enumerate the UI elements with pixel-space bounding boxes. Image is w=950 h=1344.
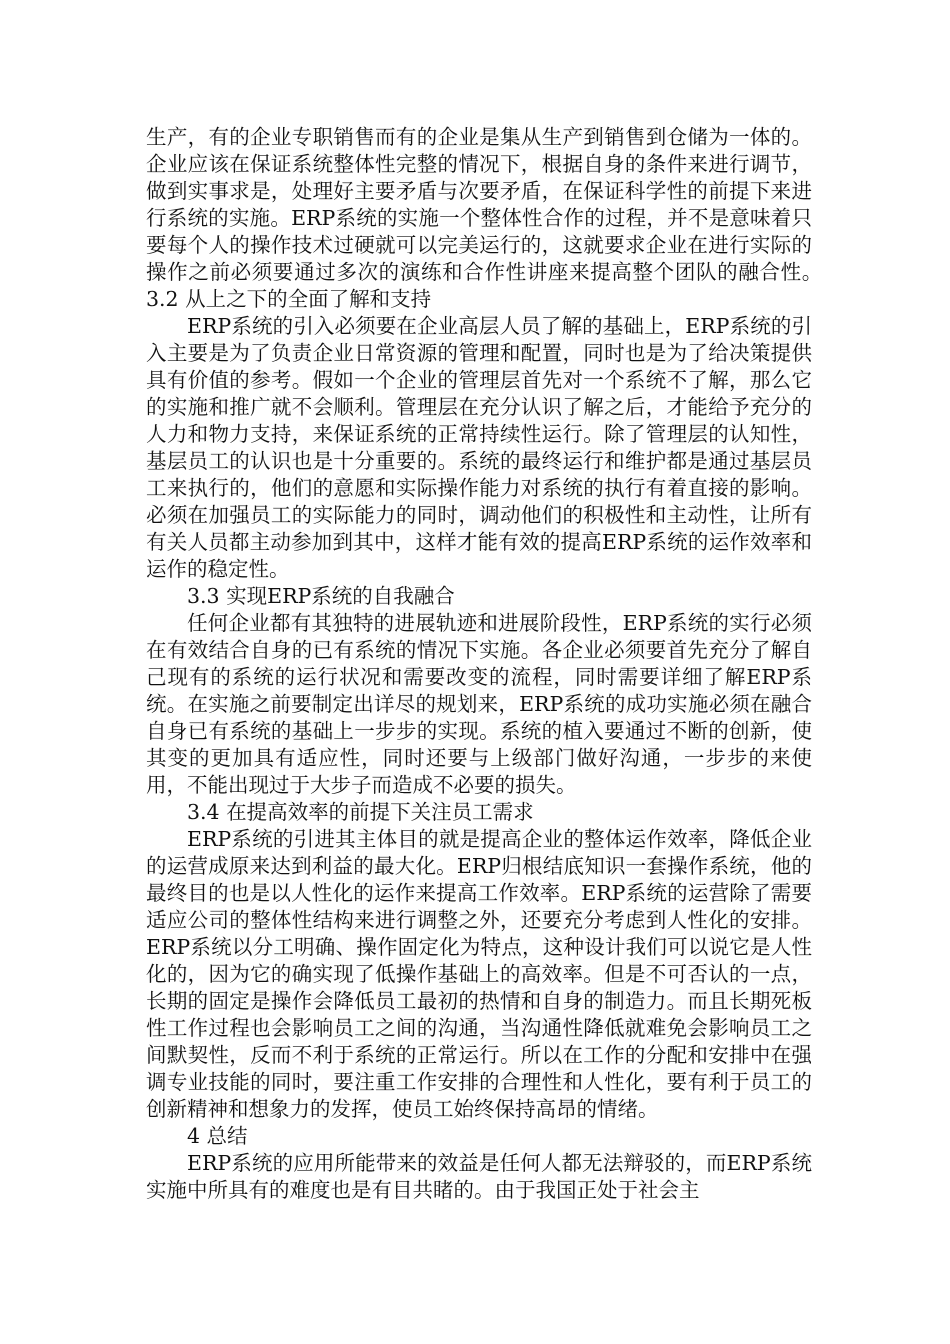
document-page: [146, 124, 894, 1204]
body-paragraph: 任何企业都有其独特的进展轨迹和进展阶段性，ERP系统的实行必须在有效结合自身的已有系统的情况下实施。各企业必须要首先充分了解自己现有的系统的运行状况和需要改变的流程，同时需要详细了解ERP系统。在实施之前要制定出详尽的规划来，ERP系统的成功实施必须在融合自身已有系统的基础上一步步的实现。系统的植入要通过不断的创新，使其变的更加具有适应性，同时还要与上级部门做好沟通，一步步的来使用，不能出现过于大步子而造成不必要的损失。: [146, 611, 812, 797]
section-heading: 3.3 实现ERP系统的自我融合: [187, 584, 455, 608]
body-paragraph: 生产，有的企业专职销售而有的企业是集从生产到销售到仓储为一体的。企业应该在保证系统整体性完整的情况下，根据自身的条件来进行调节，做到实事求是，处理好主要矛盾与次要矛盾，在保证科学性的前提下来进行系统的实施。ERP系统的实施一个整体性合作的过程，并不是意味着只要每个人的操作技术过硬就可以完美运行的，这就要求企业在进行实际的操作之前必须要通过多次的演练和合作性讲座来提高整个团队的融合性。 3.2 从上之下的全面了解和支持: [146, 125, 894, 311]
section-heading: 4 总结: [187, 1124, 248, 1148]
body-paragraph: ERP系统的应用所能带来的效益是任何人都无法辩驳的，而ERP系统实施中所具有的难度也是有目共睹的。由于我国正处于社会主: [146, 1151, 812, 1202]
body-paragraph: ERP系统的引进其主体目的就是提高企业的整体运作效率，降低企业的运营成原来达到利益的最大化。ERP归根结底知识一套操作系统，他的最终目的也是以人性化的运作来提高工作效率。ERP系统的运营除了需要适应公司的整体性结构来进行调整之外，还要充分考虑到人性化的安排。ERP系统以分工明确、操作固定化为特点，这种设计我们可以说它是人性化的，因为它的确实现了低操作基础上的高效率。但是不可否认的一点，长期的固定是操作会降低员工最初的热情和自身的制造力。而且长期死板性工作过程也会影响员工之间的沟通，当沟通性降低就难免会影响员工之间默契性，反而不利于系统的正常运行。所以在工作的分配和安排中在强调专业技能的同时，要注重工作安排的合理性和人性化，要有利于员工的创新精神和想象力的发挥，使员工始终保持高昂的情绪。: [146, 827, 812, 1121]
body-paragraph: ERP系统的引入必须要在企业高层人员了解的基础上，ERP系统的引入主要是为了负责企业日常资源的管理和配置，同时也是为了给决策提供具有价值的参考。假如一个企业的管理层首先对一个系统不了解，那么它的实施和推广就不会顺利。管理层在充分认识了解之后，才能给予充分的人力和物力支持，来保证系统的正常持续性运行。除了管理层的认知性，基层员工的认识也是十分重要的。系统的最终运行和维护都是通过基层员工来执行的，他们的意愿和实际操作能力对系统的执行有着直接的影响。必须在加强员工的实际能力的同时，调动他们的积极性和主动性，让所有有关人员都主动参加到其中，这样才能有效的提高ERP系统的运作效率和运作的稳定性。: [146, 314, 812, 581]
section-heading: 3.4 在提高效率的前提下关注员工需求: [187, 800, 534, 824]
